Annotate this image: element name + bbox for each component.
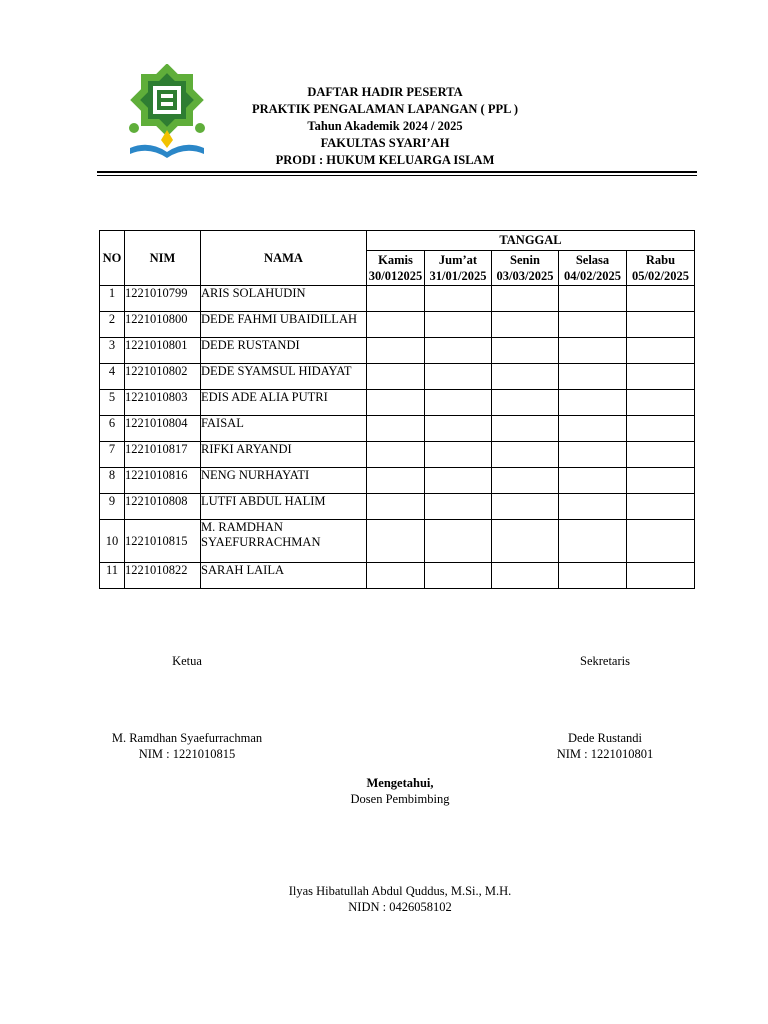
ketua-signature [97,730,277,762]
header-divider-thick [97,171,697,173]
attendance-cell [559,390,627,416]
attendance-cell [627,416,695,442]
header-tanggal: TANGGAL [367,231,695,251]
row-nama: DEDE FAHMI UBAIDILLAH [201,312,367,338]
day-name: Senin [510,253,540,267]
row-number: 1 [100,286,125,312]
attendance-cell [425,338,492,364]
attendance-cell [559,563,627,589]
day-date: 30/012025 [368,269,423,283]
row-nama: SARAH LAILA [201,563,367,589]
row-nim: 1221010804 [125,416,201,442]
attendance-cell [492,416,559,442]
attendance-cell [492,494,559,520]
row-nim: 1221010822 [125,563,201,589]
attendance-cell [492,442,559,468]
logo-flame-icon [161,130,173,148]
dosen-role: Dosen Pembimbing [350,792,450,806]
table-row [100,468,695,494]
day-date: 03/03/2025 [496,269,554,283]
attendance-cell [425,390,492,416]
row-nim: 1221010817 [125,442,201,468]
table-row [100,563,695,589]
row-nim: 1221010799 [125,286,201,312]
row-nama: ARIS SOLAHUDIN [201,286,367,312]
row-number: 2 [100,312,125,338]
row-nama: DEDE RUSTANDI [201,338,367,364]
table-row [100,494,695,520]
row-nim: 1221010801 [125,338,201,364]
row-number: 11 [100,563,125,589]
mengetahui-label: Mengetahui, [366,776,434,790]
attendance-cell [367,520,425,563]
header-day [559,251,627,286]
row-nama: DEDE SYAMSUL HIDAYAT [201,364,367,390]
row-number: 9 [100,494,125,520]
attendance-cell [559,364,627,390]
attendance-cell [492,468,559,494]
sekretaris-name: Dede Rustandi [568,731,642,745]
header-program: PRAKTIK PENGALAMAN LAPANGAN ( PPL ) [251,102,519,116]
row-nim: 1221010808 [125,494,201,520]
table-row [100,390,695,416]
dosen-nidn: NIDN : 0426058102 [348,900,452,914]
row-number: 5 [100,390,125,416]
attendance-cell [627,286,695,312]
day-name: Selasa [575,253,610,267]
row-nama: FAISAL [201,416,367,442]
header-day [367,251,425,286]
ketua-role: Ketua [172,654,202,668]
header-divider-thin [97,175,697,176]
attendance-cell [367,364,425,390]
logo-dot-icon [195,123,205,133]
row-nim: 1221010816 [125,468,201,494]
attendance-cell [627,563,695,589]
mengetahui-block [300,775,500,807]
attendance-cell [367,416,425,442]
header-faculty: FAKULTAS SYARI’AH [320,136,450,150]
header-day [627,251,695,286]
attendance-cell [627,520,695,563]
attendance-cell [425,416,492,442]
attendance-cell [559,494,627,520]
table-row [100,520,695,563]
attendance-cell [627,494,695,520]
sekretaris-signature [535,730,675,762]
attendance-cell [367,563,425,589]
document-header [230,84,540,169]
header-academic-year: Tahun Akademik 2024 / 2025 [307,119,463,133]
attendance-cell [367,312,425,338]
row-number: 6 [100,416,125,442]
sekretaris-role: Sekretaris [580,654,630,668]
attendance-cell [367,494,425,520]
row-number: 7 [100,442,125,468]
attendance-cell [367,442,425,468]
table-row [100,442,695,468]
attendance-cell [367,390,425,416]
attendance-cell [367,286,425,312]
attendance-cell [627,468,695,494]
table-row [100,338,695,364]
logo-dot-icon [129,123,139,133]
attendance-cell [425,312,492,338]
attendance-cell [425,442,492,468]
attendance-cell [559,338,627,364]
faculty-logo [124,64,210,164]
header-day [492,251,559,286]
attendance-cell [627,442,695,468]
day-name: Jum’at [438,253,478,267]
table-row [100,312,695,338]
sekretaris-nim: NIM : 1221010801 [556,747,654,761]
day-date: 31/01/2025 [429,269,487,283]
attendance-cell [425,494,492,520]
row-number: 3 [100,338,125,364]
attendance-cell [425,468,492,494]
attendance-cell [559,286,627,312]
header-title: DAFTAR HADIR PESERTA [307,85,463,99]
dosen-name: Ilyas Hibatullah Abdul Quddus, M.Si., M.H. [288,884,512,898]
attendance-cell [425,563,492,589]
row-nim: 1221010802 [125,364,201,390]
attendance-cell [627,390,695,416]
attendance-cell [559,312,627,338]
header-no: NO [100,231,125,286]
header-nim: NIM [125,231,201,286]
header-day [425,251,492,286]
row-nama: EDIS ADE ALIA PUTRI [201,390,367,416]
header-nama: NAMA [201,231,367,286]
header-prodi: PRODI : HUKUM KELUARGA ISLAM [275,153,495,167]
attendance-cell [559,442,627,468]
attendance-cell [367,468,425,494]
day-name: Rabu [645,253,676,267]
attendance-cell [559,520,627,563]
ketua-name: M. Ramdhan Syaefurrachman [111,731,263,745]
row-number: 4 [100,364,125,390]
attendance-cell [627,312,695,338]
row-nama: RIFKI ARYANDI [201,442,367,468]
logo-star-icon [130,64,204,137]
attendance-cell [492,312,559,338]
attendance-cell [559,468,627,494]
attendance-cell [627,364,695,390]
attendance-cell [492,286,559,312]
attendance-cell [367,338,425,364]
attendance-cell [425,286,492,312]
row-nama: LUTFI ABDUL HALIM [201,494,367,520]
table-row [100,416,695,442]
attendance-cell [425,364,492,390]
attendance-cell [492,390,559,416]
attendance-cell [492,563,559,589]
table-row [100,364,695,390]
ketua-nim: NIM : 1221010815 [138,747,236,761]
row-nim: 1221010803 [125,390,201,416]
attendance-cell [492,364,559,390]
attendance-cell [425,520,492,563]
row-nim: 1221010815 [125,520,201,563]
attendance-cell [627,338,695,364]
dosen-signature [250,883,550,915]
attendance-cell [492,520,559,563]
row-number: 10 [100,520,125,563]
day-date: 04/02/2025 [564,269,621,283]
row-number: 8 [100,468,125,494]
table-row [100,286,695,312]
row-nama: NENG NURHAYATI [201,468,367,494]
row-nama: M. RAMDHAN SYAEFURRACHMAN [201,520,367,563]
row-nim: 1221010800 [125,312,201,338]
day-name: Kamis [378,253,413,267]
day-date: 05/02/2025 [632,269,689,283]
attendance-table [99,230,695,589]
attendance-cell [492,338,559,364]
attendance-cell [559,416,627,442]
